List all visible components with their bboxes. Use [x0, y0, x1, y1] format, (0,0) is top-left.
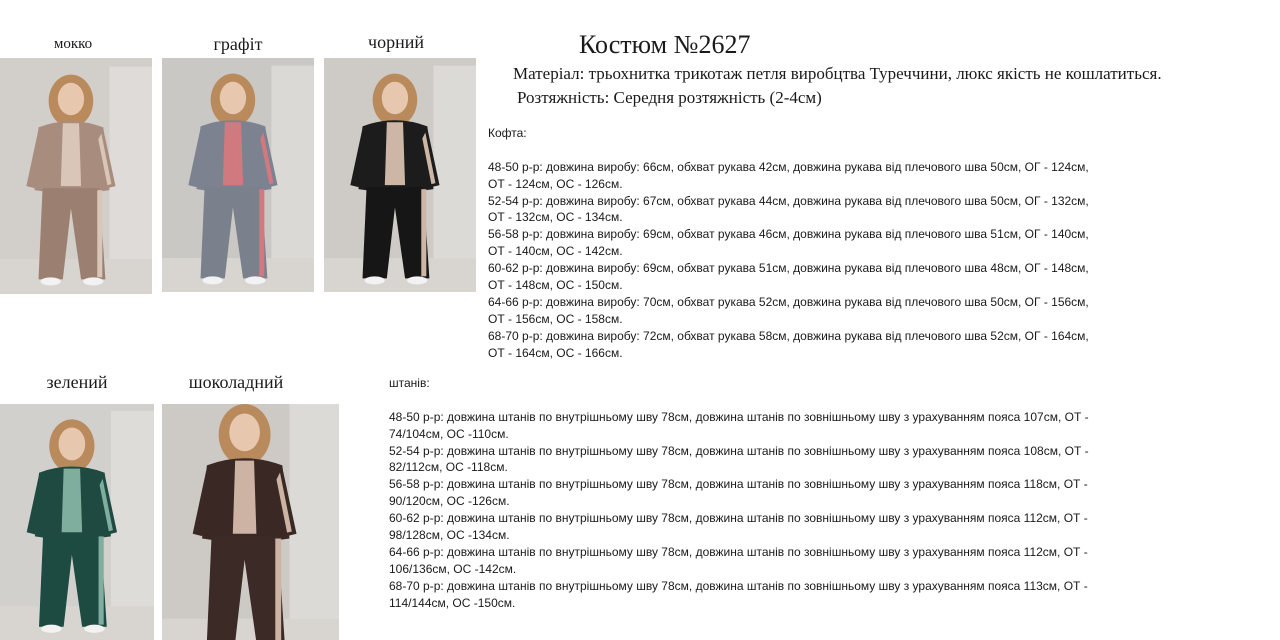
size-line: 60-62 р-р: довжина виробу: 69см, обхват рукава 51см, довжина рукава від плечового шва 48см, ОГ - 148см,	[488, 261, 1089, 276]
size-line: ОТ - 148см, ОС - 150см.	[488, 278, 623, 293]
model-figure	[162, 58, 314, 292]
size-line: ОТ - 124см, ОС - 126см.	[488, 176, 623, 191]
product-photo-chorniy[interactable]	[324, 58, 476, 292]
product-photo-grafit[interactable]	[162, 58, 314, 292]
color-label-zeleniy: зелений	[46, 372, 108, 392]
jacket-heading: Кофта:	[488, 125, 527, 140]
color-label-chorniy: чорний	[368, 32, 424, 52]
color-label-shokoladniy: шоколадний	[188, 372, 284, 392]
size-line: 68-70 р-р: довжина штанів по внутрішньому шву 78см, довжина штанів по зовнішньому шву з урахуванням пояса 113см, ОТ -	[389, 578, 1088, 593]
size-line: 82/112см, ОС -118см.	[389, 460, 508, 475]
size-line: 74/104см, ОС -110см.	[389, 426, 509, 441]
material-text: Матеріал: трьохнитка трикотаж петля виробцтва Туреччини, люкс якість не кошлатиться.	[513, 64, 1162, 83]
pants-heading: штанів:	[389, 375, 430, 390]
size-line: 64-66 р-р: довжина штанів по внутрішньому шву 78см, довжина штанів по зовнішньому шву з урахуванням пояса 112см, ОТ -	[389, 544, 1088, 559]
size-line: 60-62 р-р: довжина штанів по внутрішньому шву 78см, довжина штанів по зовнішньому шву з урахуванням пояса 112см, ОТ -	[389, 511, 1088, 526]
size-line: 48-50 р-р: довжина штанів по внутрішньому шву 78см, довжина штанів по зовнішньому шву з урахуванням пояса 107см, ОТ -	[389, 409, 1089, 424]
model-figure	[0, 404, 154, 640]
size-line: 56-58 р-р: довжина штанів по внутрішньому шву 78см, довжина штанів по зовнішньому шву з урахуванням пояса 118см, ОТ -	[389, 477, 1088, 492]
size-line: ОТ - 164см, ОС - 166см.	[488, 345, 623, 360]
size-line: 90/120см, ОС -126см.	[389, 494, 510, 509]
size-line: 106/136см, ОС -142см.	[389, 561, 517, 576]
size-line: ОТ - 132см, ОС - 134см.	[488, 210, 623, 225]
size-line: ОТ - 140см, ОС - 142см.	[488, 244, 623, 259]
size-line: 52-54 р-р: довжина виробу: 67см, обхват рукава 44см, довжина рукава від плечового шва 50см, ОГ - 132см,	[488, 193, 1089, 208]
color-label-mokko: мокко	[53, 36, 93, 52]
model-figure	[162, 404, 339, 640]
size-line: 114/144см, ОС -150см.	[389, 595, 516, 610]
pants-lines	[389, 409, 1169, 612]
size-line: 98/128см, ОС -134см.	[389, 528, 510, 543]
size-line: 56-58 р-р: довжина виробу: 69см, обхват рукава 46см, довжина рукава від плечового шва 51см, ОГ - 140см,	[488, 227, 1089, 242]
size-line: 68-70 р-р: довжина виробу: 72см, обхват рукава 58см, довжина рукава від плечового шва 52см, ОГ - 164см,	[488, 328, 1089, 343]
model-figure	[324, 58, 476, 292]
jacket-lines	[488, 159, 1188, 362]
product-photo-mokko[interactable]	[0, 58, 152, 294]
pants-sizes-block	[389, 358, 1169, 629]
product-title: Костюм №2627	[579, 30, 751, 59]
size-line: 52-54 р-р: довжина штанів по внутрішньому шву 78см, довжина штанів по зовнішньому шву з урахуванням пояса 108см, ОТ -	[389, 443, 1089, 458]
model-figure	[0, 58, 152, 294]
size-line: ОТ - 156см, ОС - 158см.	[488, 311, 623, 326]
size-line: 48-50 р-р: довжина виробу: 66см, обхват рукава 42см, довжина рукава від плечового шва 50см, ОГ - 124см,	[488, 159, 1089, 174]
color-label-grafit: графіт	[213, 34, 263, 54]
jacket-sizes-block	[488, 108, 1188, 379]
product-photo-zeleniy[interactable]	[0, 404, 154, 640]
stretch-text: Розтяжність: Середня розтяжність (2-4см)	[517, 88, 822, 107]
size-line: 64-66 р-р: довжина виробу: 70см, обхват рукава 52см, довжина рукава від плечового шва 50см, ОГ - 156см,	[488, 294, 1089, 309]
product-photo-shokoladniy[interactable]	[162, 404, 339, 640]
